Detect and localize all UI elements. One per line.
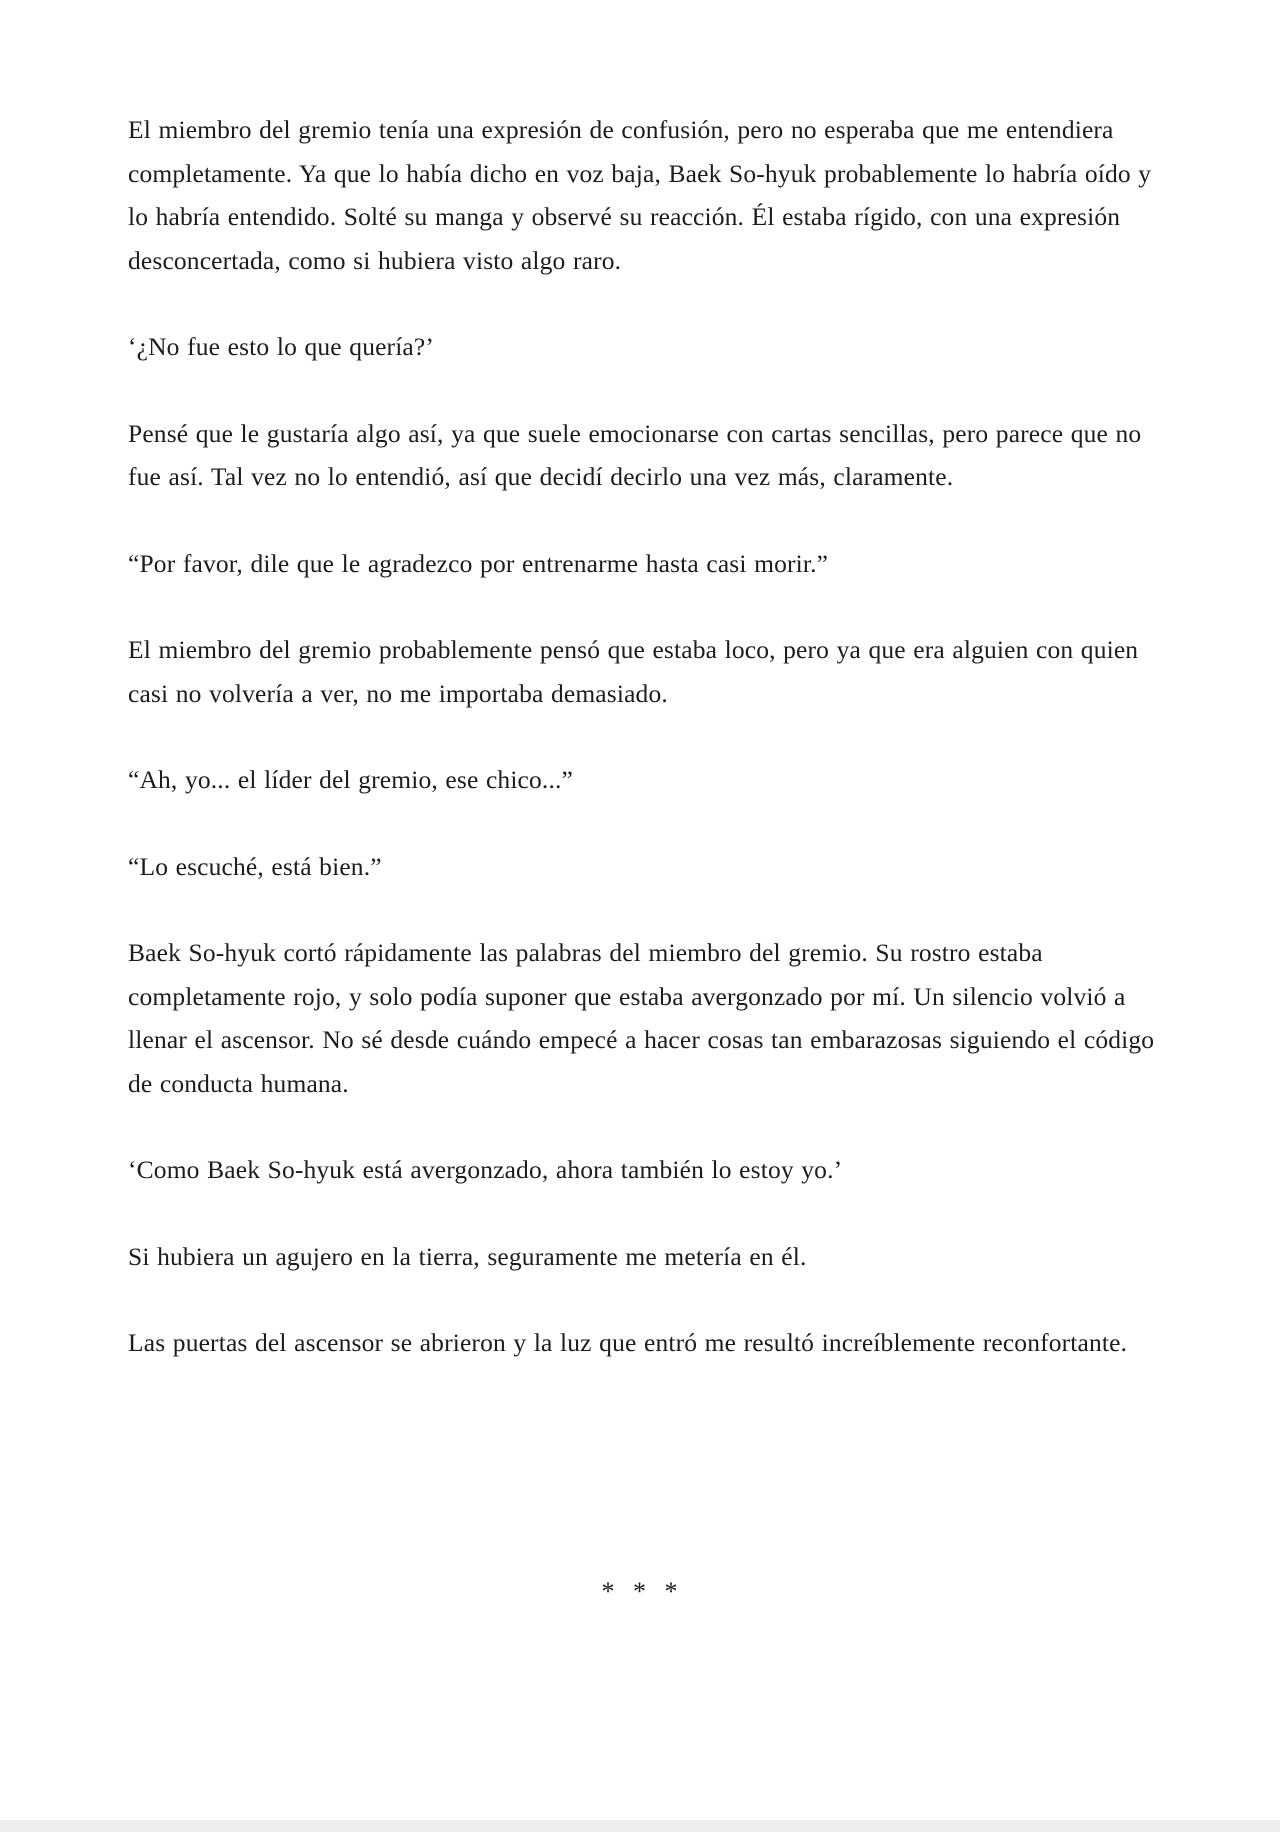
paragraph: Baek So-hyuk cortó rápidamente las palabras del miembro del gremio. Su rostro estaba completamente rojo, y solo podía suponer que estaba avergonzado por mí. Un silencio volvió a llenar el ascensor. No sé desde cuándo empecé a hacer cosas tan embarazosas siguiendo el código de conducta humana.	[128, 938, 1155, 1098]
scene-separator: * * *	[601, 1577, 684, 1606]
paragraph: “Por favor, dile que le agradezco por entrenarme hasta casi morir.”	[128, 548, 829, 578]
paragraph: “Ah, yo... el líder del gremio, ese chico...”	[128, 765, 573, 794]
paragraph: El miembro del gremio tenía una expresión de confusión, pero no esperaba que me entendiera completamente. Ya que lo había dicho en voz baja, Baek So-hyuk probablemente lo habría oído y lo habría entendido. Solté su manga y observé su reacción. Él estaba rígido, con una expresión desconcertada, como si hubiera visto algo raro.	[128, 115, 1152, 275]
paragraph: ‘¿No fue esto lo que quería?’	[128, 332, 435, 361]
paragraph: Si hubiera un agujero en la tierra, seguramente me metería en él.	[128, 1241, 807, 1271]
paragraph: Pensé que le gustaría algo así, ya que suele emocionarse con cartas sencillas, pero parece que no fue así. Tal vez no lo entendió, así que decidí decirlo una vez más, claramente.	[128, 418, 1142, 491]
paragraph: “Lo escuché, está bien.”	[128, 851, 382, 881]
document-body	[128, 108, 1168, 1408]
page-bottom-edge	[0, 1820, 1280, 1832]
paragraph: El miembro del gremio probablemente pensó que estaba loco, pero ya que era alguien con quien casi no volvería a ver, no me importaba demasiado.	[128, 635, 1139, 708]
paragraph: ‘Como Baek So-hyuk está avergonzado, ahora también lo estoy yo.’	[128, 1155, 843, 1184]
paragraph: Las puertas del ascensor se abrieron y la luz que entró me resultó increíblemente reconfortante.	[128, 1328, 1128, 1357]
